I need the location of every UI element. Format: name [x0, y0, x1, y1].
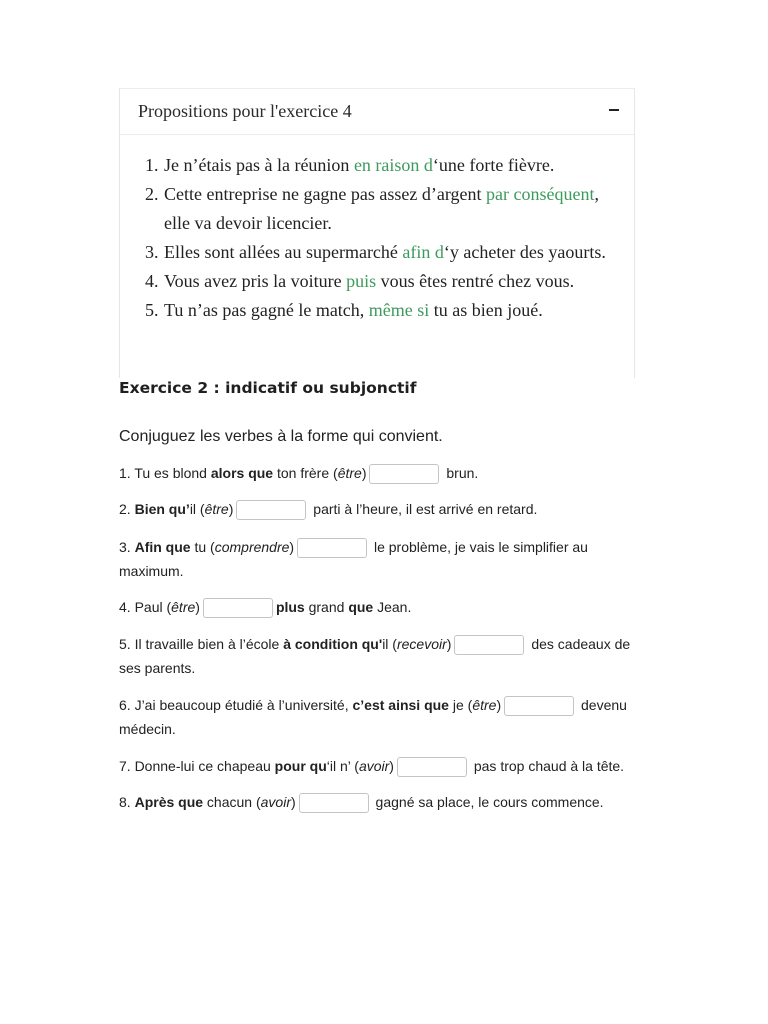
propositions-panel — [119, 88, 635, 378]
panel-title: Propositions pour l'exercice 4 — [138, 101, 352, 121]
question-7: 7. Donne-lui ce chapeau pour qu‘il n’ (avoir) pas trop chaud à la tête. — [119, 754, 647, 778]
collapse-minus-icon[interactable] — [609, 109, 619, 111]
answer-input-6[interactable] — [504, 696, 574, 716]
list-item: 5. Tu n’as pas gagné le match, même si tu as bien joué. — [145, 300, 543, 320]
question-1: 1. Tu es blond alors que ton frère (être) brun. — [119, 461, 647, 485]
question-8: 8. Après que chacun (avoir) gagné sa place, le cours commence. — [119, 790, 647, 814]
exercise-heading: Exercice 2 : indicatif ou subjonctif — [119, 379, 417, 397]
question-4: 4. Paul (être) plus grand que Jean. — [119, 595, 647, 619]
question-2: 2. Bien qu’il (être) parti à l’heure, il est arrivé en retard. — [119, 497, 647, 521]
answer-input-8[interactable] — [299, 793, 369, 813]
answer-input-5[interactable] — [454, 635, 524, 655]
question-6: 6. J’ai beaucoup étudié à l’université, c’est ainsi que je (être) devenu médecin. — [119, 697, 627, 737]
question-5: 5. Il travaille bien à l’école à condition qu'il (recevoir) des cadeaux de ses parents. — [119, 636, 631, 676]
list-item: 1. Je n’étais pas à la réunion en raison d‘une forte fièvre. — [145, 155, 555, 175]
list-item: 2. Cette entreprise ne gagne pas assez d’argent par conséquent, elle va devoir licencier. — [145, 184, 599, 233]
list-item: 3. Elles sont allées au supermarché afin d‘y acheter des yaourts. — [145, 242, 606, 262]
list-item: 4. Vous avez pris la voiture puis vous êtes rentré chez vous. — [145, 271, 575, 291]
answer-input-3[interactable] — [297, 538, 367, 558]
propositions-list — [145, 151, 625, 325]
highlighted-connector: puis — [346, 271, 377, 291]
answer-input-1[interactable] — [369, 464, 439, 484]
highlighted-connector: afin d — [402, 242, 444, 262]
question-3: 3. Afin que tu (comprendre) le problème, je vais le simplifier au maximum. — [119, 539, 588, 579]
answer-input-4[interactable] — [203, 598, 273, 618]
answer-input-7[interactable] — [397, 757, 467, 777]
panel-header[interactable] — [120, 89, 634, 135]
answer-input-2[interactable] — [236, 500, 306, 520]
instruction-text: Conjuguez les verbes à la forme qui convient. — [119, 428, 443, 445]
highlighted-connector: en raison d — [353, 155, 433, 175]
highlighted-connector: par conséquent — [486, 184, 595, 204]
highlighted-connector: même si — [368, 300, 430, 320]
